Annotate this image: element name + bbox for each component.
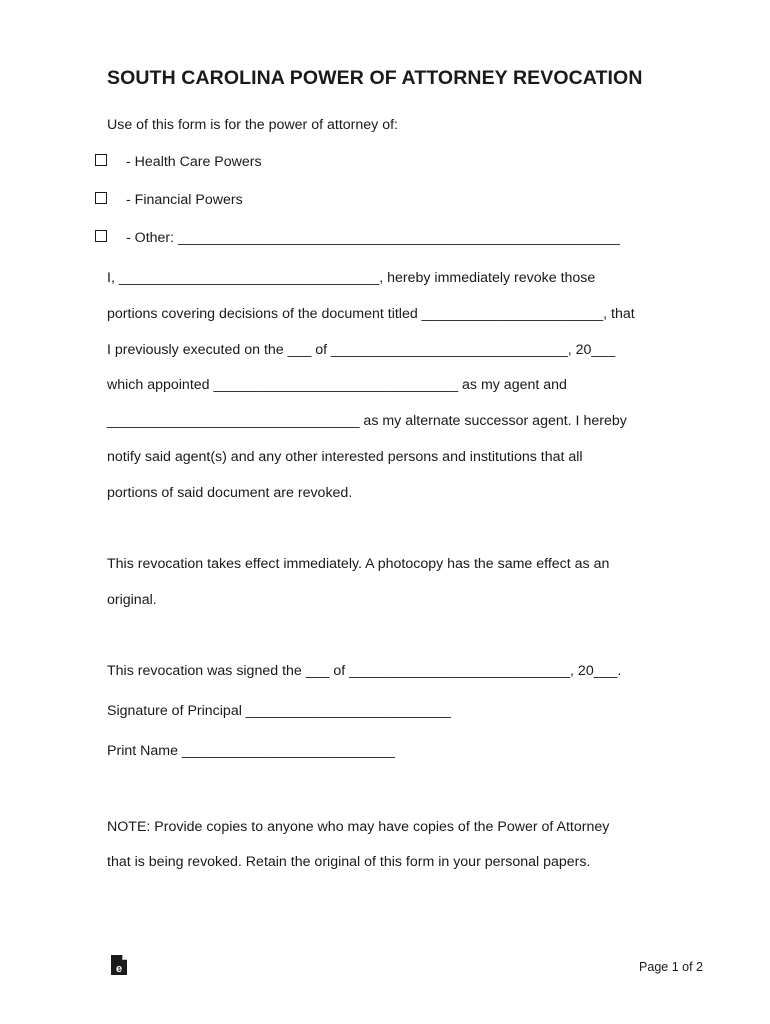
option-other[interactable]	[95, 229, 620, 247]
body-line: portions covering decisions of the document titled _______________________, that	[107, 306, 635, 322]
body-line: I, _________________________________, hereby immediately revoke those	[107, 270, 596, 286]
effect-line: This revocation takes effect immediately. A photocopy has the same effect as an	[107, 556, 610, 572]
body-line: I previously executed on the ___ of ______________________________, 20___	[107, 342, 616, 358]
health-care-checkbox[interactable]	[95, 154, 107, 166]
document-title: SOUTH CAROLINA POWER OF ATTORNEY REVOCATION	[107, 67, 643, 89]
signature-line: Signature of Principal __________________________	[107, 703, 451, 719]
effect-line: original.	[107, 592, 157, 608]
option-label: - Financial Powers	[126, 192, 243, 208]
option-label: - Health Care Powers	[126, 154, 262, 170]
body-line: ________________________________ as my alternate successor agent. I hereby	[107, 413, 627, 429]
option-financial[interactable]	[95, 191, 243, 209]
option-health-care[interactable]	[95, 153, 262, 171]
eforms-logo-icon	[110, 954, 128, 976]
note-line: that is being revoked. Retain the original of this form in your personal papers.	[107, 854, 591, 870]
intro-text: Use of this form is for the power of attorney of:	[107, 117, 398, 133]
other-checkbox[interactable]	[95, 230, 107, 242]
print-name-line: Print Name ___________________________	[107, 743, 395, 759]
note-line: NOTE: Provide copies to anyone who may have copies of the Power of Attorney	[107, 819, 610, 835]
financial-checkbox[interactable]	[95, 192, 107, 204]
body-line: which appointed _______________________________ as my agent and	[107, 377, 567, 393]
body-line: portions of said document are revoked.	[107, 485, 353, 501]
option-label: - Other: ________________________________________________________	[126, 230, 620, 246]
svg-text:e: e	[115, 963, 123, 975]
body-line: notify said agent(s) and any other interested persons and institutions that all	[107, 449, 583, 465]
signed-date-line: This revocation was signed the ___ of ____________________________, 20___.	[107, 663, 622, 679]
page-number: Page 1 of 2	[639, 960, 703, 974]
